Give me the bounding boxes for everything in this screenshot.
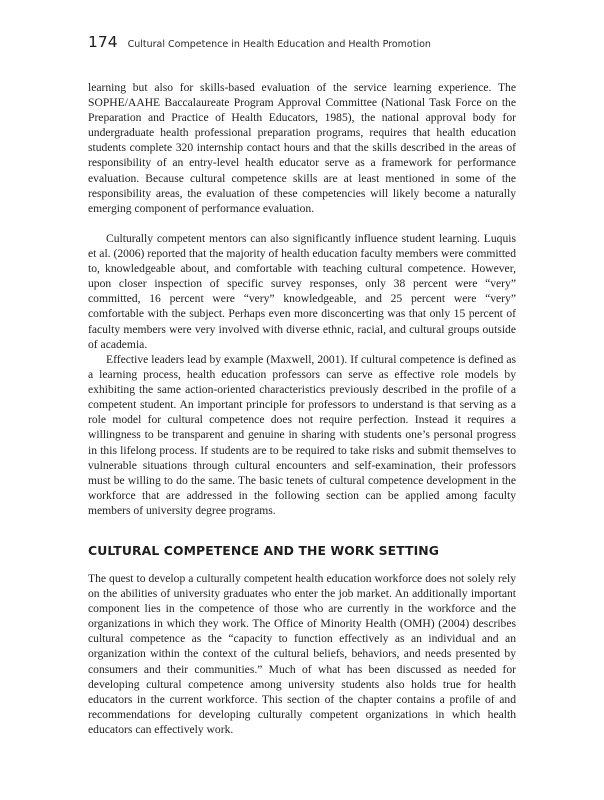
running-title: Cultural Competence in Health Education and Health Promotion <box>127 39 431 50</box>
section-heading: CULTURAL COMPETENCE AND THE WORK SETTING <box>88 543 440 558</box>
paragraph-work-setting: The quest to develop a culturally competent health education workforce does not solely rely on the abilities of university graduates who enter the job market. An additionally important component lies in the competence of those who are currently in the workforce and the organizations in which they work. The Office of Minority Health (OMH) (2004) describes cultural competence as the “capacity to function effectively as an individual and an organization within the context of the cultural beliefs, behaviors, and needs presented by consumers and their communities.” Much of what has been discussed as needed for developing cultural competence among university students also holds true for health educators in the current workforce. This section of the chapter contains a profile of and recommendations for developing culturally competent organizations in which health educators can effectively work. <box>88 572 516 736</box>
paragraph-continued: learning but also for skills-based evaluation of the service learning experience. The SOPHE/AAHE Baccalaureate Program Approval Committee (National Task Force on the Preparation and Practice of Health Educators, 1985), the national approval body for undergraduate health professional preparation programs, requires that health education students complete 320 internship contact hours and that the skills described in the areas of responsibility of an entry-level health educator serve as a framework for performance evaluation. Because cultural competence skills are at least mentioned in some of the responsibility areas, the evaluation of these competencies will likely become a naturally emerging component of performance evaluation. <box>88 81 516 215</box>
paragraph-leaders: Effective leaders lead by example (Maxwell, 2001). If cultural competence is defined as a learning process, health education professors can serve as effective role models by exhibiting the same action-oriented characteristics previously described in the profile of a competent student. An important principle for professors to understand is that serving as a role model for cultural competence does not require perfection. Instead it requires a willingness to be transparent and genuine in sharing with students one’s personal progress in this lifelong process. If students are to be required to take risks and submit themselves to vulnerable situations through cultural encounters and self-examination, their professors must be willing to do the same. The basic tenets of cultural competence development in the workforce that are addressed in the following section can be applied among faculty members of university degree programs. <box>88 353 516 517</box>
paragraph-mentors: Culturally competent mentors can also significantly influence student learning. Luquis et al. (2006) reported that the majority of health education faculty members were committed to, knowledgeable about, and comfortable with teaching cultural competence. However, upon closer inspection of specific survey responses, only 38 percent were “very” committed, 16 percent were “very” knowledgeable, and 25 percent were “very” comfortable with the subject. Perhaps even more disconcerting was that only 15 percent of faculty members were very involved with diverse ethnic, racial, and cultural groups outside of academia. <box>88 232 516 351</box>
page-number: 174 <box>88 33 118 51</box>
running-head <box>88 33 528 57</box>
